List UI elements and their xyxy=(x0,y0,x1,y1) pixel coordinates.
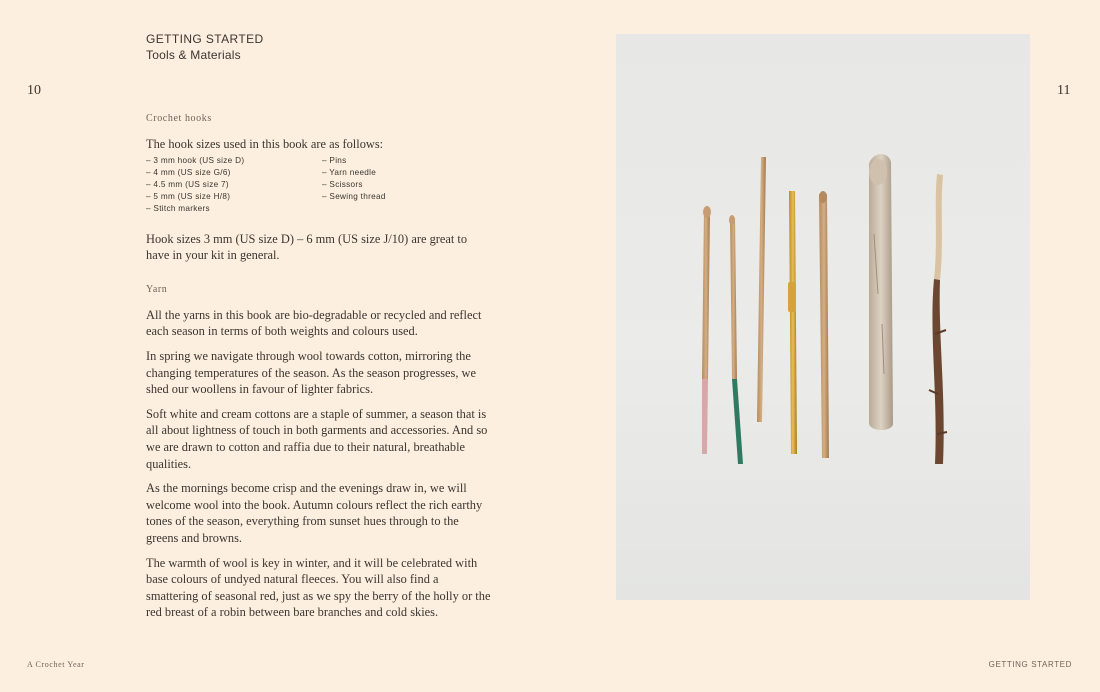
list-item: – 4 mm (US size G/6) xyxy=(146,167,231,177)
materials-list-left xyxy=(146,155,322,215)
hooks-note: Hook sizes 3 mm (US size D) – 6 mm (US size J/10) are great to have in your kit in general. xyxy=(146,231,468,263)
materials-list xyxy=(146,155,491,215)
yarn-paragraph: Soft white and cream cottons are a staple of summer, a season that is all about lightness of touch in both garments and accessories. And so we are drawn to cotton and raffia due to their natural, breathable qualities. xyxy=(146,406,488,471)
list-item: – 5 mm (US size H/8) xyxy=(146,191,231,201)
list-item: – Scissors xyxy=(322,179,363,189)
page-number-right: 11 xyxy=(1057,83,1071,98)
hook-twig xyxy=(929,174,947,464)
hook-wood xyxy=(819,191,829,458)
footer-section: GETTING STARTED xyxy=(988,660,1072,669)
running-header xyxy=(146,31,264,63)
list-item: – Sewing thread xyxy=(322,191,386,201)
hook-pink-tip xyxy=(702,206,711,454)
hooks-intro: The hook sizes used in this book are as follows: xyxy=(146,137,384,151)
yarn-paragraph: As the mornings become crisp and the evenings draw in, we will welcome wool into the book. Autumn colours reflect the rich earthy tones of the season, everything from sunset hues through to the greens and browns. xyxy=(146,481,483,545)
list-item: – Pins xyxy=(322,155,347,165)
list-item: – 3 mm hook (US size D) xyxy=(146,155,245,165)
list-item: – 4.5 mm (US size 7) xyxy=(146,179,229,189)
hook-thin-wood xyxy=(757,157,766,422)
hook-gold xyxy=(788,191,797,454)
yarn-paragraph: The warmth of wool is key in winter, and it will be celebrated with base colours of undyed natural fleeces. You will also find a smattering of seasonal red, just as we spy the berry of the holly or the red breast of a robin between bare branches and cold skies. xyxy=(146,555,491,620)
list-item: – Stitch markers xyxy=(146,203,210,213)
materials-list-right xyxy=(322,155,386,215)
yarn-heading: Yarn xyxy=(146,283,168,295)
crochet-hooks-illustration xyxy=(616,34,1030,600)
hook-green-tip xyxy=(729,215,743,464)
section-title: GETTING STARTED xyxy=(146,32,264,46)
section-subtitle: Tools & Materials xyxy=(146,48,241,62)
footer-book-title: A Crochet Year xyxy=(27,660,85,669)
yarn-paragraph: In spring we navigate through wool towards cotton, mirroring the changing temperatures of the season. As the season progresses, we shed our woollens in favour of lighter fabrics. xyxy=(146,348,476,397)
text-column xyxy=(146,113,491,629)
crochet-hooks-photo xyxy=(616,34,1030,600)
page-number-left: 10 xyxy=(27,83,41,98)
hooks-heading: Crochet hooks xyxy=(146,113,212,124)
yarn-paragraph: All the yarns in this book are bio-degradable or recycled and reflect each season in terms of both weights and colours used. xyxy=(146,307,482,339)
hook-driftwood xyxy=(869,154,893,430)
list-item: – Yarn needle xyxy=(322,167,377,177)
